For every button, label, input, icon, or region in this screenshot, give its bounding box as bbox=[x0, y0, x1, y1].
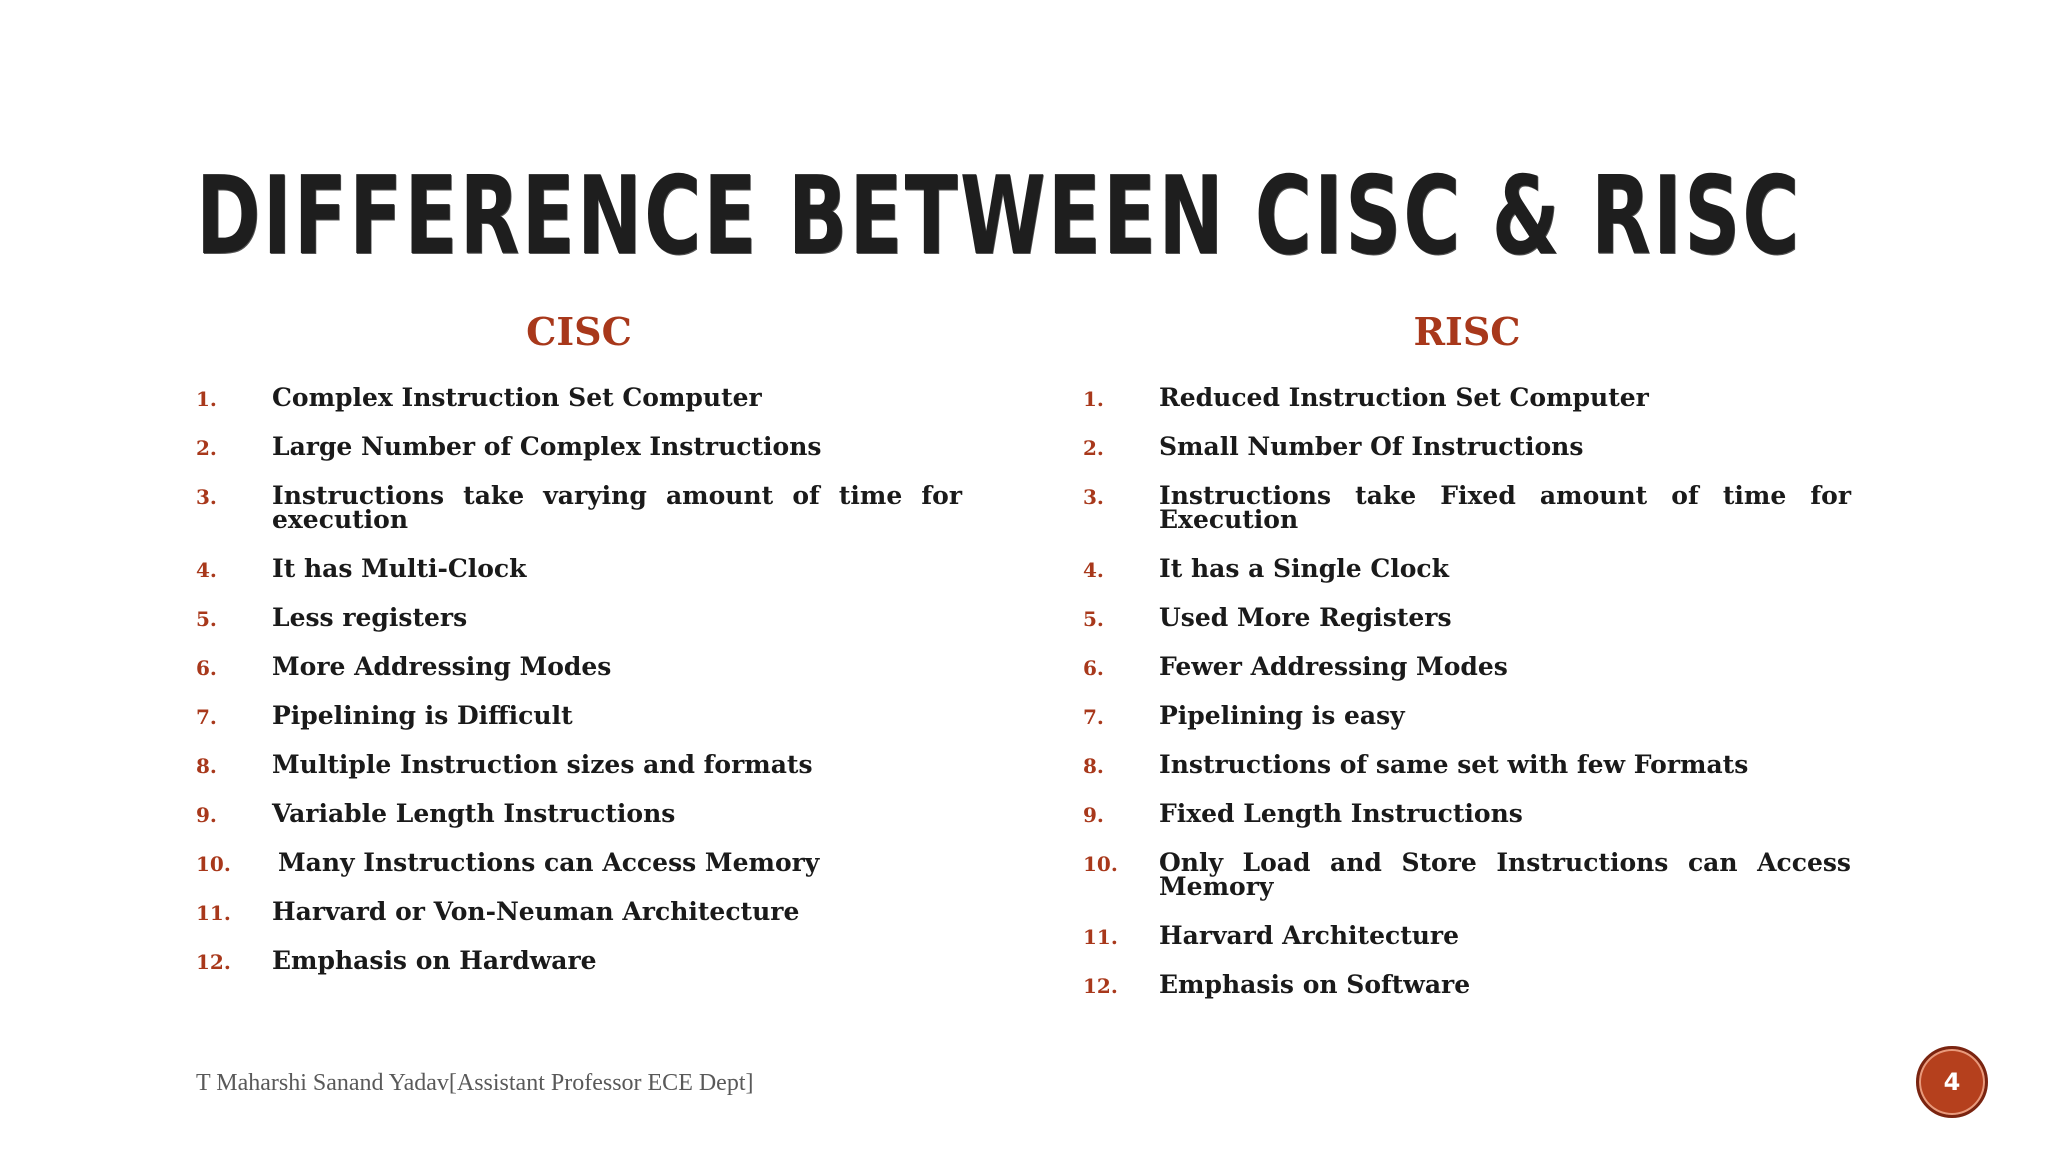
item-text: Pipelining is Difficult bbox=[272, 701, 573, 730]
list-item bbox=[1083, 481, 1851, 534]
item-number: 1. bbox=[196, 387, 217, 411]
item-number: 11. bbox=[1083, 925, 1118, 949]
item-number: 5. bbox=[1083, 607, 1104, 631]
list-item bbox=[196, 946, 962, 975]
item-text: Many Instructions can Access Memory bbox=[278, 848, 820, 877]
slide-footer: T Maharshi Sanand Yadav[Assistant Professor ECE Dept] bbox=[196, 1070, 754, 1096]
item-text: Fewer Addressing Modes bbox=[1159, 652, 1508, 681]
item-number: 12. bbox=[196, 950, 231, 974]
item-number: 7. bbox=[196, 705, 217, 729]
item-text: Less registers bbox=[272, 603, 468, 632]
list-item bbox=[196, 603, 962, 632]
item-number: 3. bbox=[1083, 485, 1104, 509]
item-number: 6. bbox=[196, 656, 217, 680]
slide-title: DIFFERENCE BETWEEN CISC & RISC bbox=[196, 154, 1802, 279]
item-number: 5. bbox=[196, 607, 217, 631]
list-item bbox=[1083, 750, 1851, 779]
list-item bbox=[1083, 970, 1851, 999]
list-item bbox=[1083, 799, 1851, 828]
list-item bbox=[196, 799, 962, 828]
item-text: It has Multi-Clock bbox=[272, 554, 527, 583]
item-number: 6. bbox=[1083, 656, 1104, 680]
item-text: Instructions take Fixed amount of time for Execution bbox=[1159, 481, 1851, 534]
item-text: Used More Registers bbox=[1159, 603, 1452, 632]
item-number: 9. bbox=[1083, 803, 1104, 827]
item-number: 7. bbox=[1083, 705, 1104, 729]
item-text: Small Number Of Instructions bbox=[1159, 432, 1584, 461]
item-text: Instructions of same set with few Formats bbox=[1159, 750, 1749, 779]
list-item bbox=[196, 701, 962, 730]
item-text: Variable Length Instructions bbox=[272, 799, 676, 828]
item-text: Large Number of Complex Instructions bbox=[272, 432, 822, 461]
item-text: Reduced Instruction Set Computer bbox=[1159, 383, 1649, 412]
list-item bbox=[1083, 848, 1851, 901]
list-item bbox=[196, 848, 962, 877]
list-item bbox=[196, 652, 962, 681]
cisc-list bbox=[196, 383, 962, 975]
item-number: 9. bbox=[196, 803, 217, 827]
cisc-column bbox=[196, 300, 962, 998]
item-number: 4. bbox=[196, 558, 217, 582]
list-item bbox=[1083, 921, 1851, 950]
item-text: Emphasis on Software bbox=[1159, 970, 1471, 999]
list-item bbox=[1083, 701, 1851, 730]
list-item bbox=[196, 897, 962, 926]
item-text: Fixed Length Instructions bbox=[1159, 799, 1523, 828]
list-item bbox=[1083, 603, 1851, 632]
list-item bbox=[196, 383, 962, 412]
item-text: Pipelining is easy bbox=[1159, 701, 1405, 730]
item-text: Complex Instruction Set Computer bbox=[272, 383, 762, 412]
list-item bbox=[1083, 432, 1851, 461]
list-item bbox=[1083, 652, 1851, 681]
list-item bbox=[196, 481, 962, 534]
item-text: It has a Single Clock bbox=[1159, 554, 1449, 583]
item-number: 3. bbox=[196, 485, 217, 509]
item-number: 10. bbox=[1083, 852, 1118, 876]
list-item bbox=[196, 432, 962, 461]
item-number: 1. bbox=[1083, 387, 1104, 411]
list-item bbox=[196, 750, 962, 779]
cisc-heading: CISC bbox=[526, 309, 632, 354]
list-item bbox=[196, 554, 962, 583]
page-number-badge: 4 bbox=[1916, 1046, 1988, 1118]
item-number: 12. bbox=[1083, 974, 1118, 998]
item-text: More Addressing Modes bbox=[272, 652, 612, 681]
list-item bbox=[1083, 383, 1851, 412]
item-text: Only Load and Store Instructions can Access Memory bbox=[1159, 848, 1851, 901]
item-number: 2. bbox=[1083, 436, 1104, 460]
item-text: Multiple Instruction sizes and formats bbox=[272, 750, 813, 779]
risc-list bbox=[1083, 383, 1851, 999]
item-number: 11. bbox=[196, 901, 231, 925]
risc-heading: RISC bbox=[1413, 309, 1521, 354]
item-text: Instructions take varying amount of time for execution bbox=[272, 481, 962, 534]
item-number: 4. bbox=[1083, 558, 1104, 582]
risc-column bbox=[1083, 300, 1851, 1022]
list-item bbox=[1083, 554, 1851, 583]
item-number: 8. bbox=[196, 754, 217, 778]
item-number: 8. bbox=[1083, 754, 1104, 778]
item-text: Harvard Architecture bbox=[1159, 921, 1460, 950]
item-number: 10. bbox=[196, 852, 231, 876]
item-text: Harvard or Von-Neuman Architecture bbox=[272, 897, 800, 926]
item-number: 2. bbox=[196, 436, 217, 460]
item-text: Emphasis on Hardware bbox=[272, 946, 597, 975]
